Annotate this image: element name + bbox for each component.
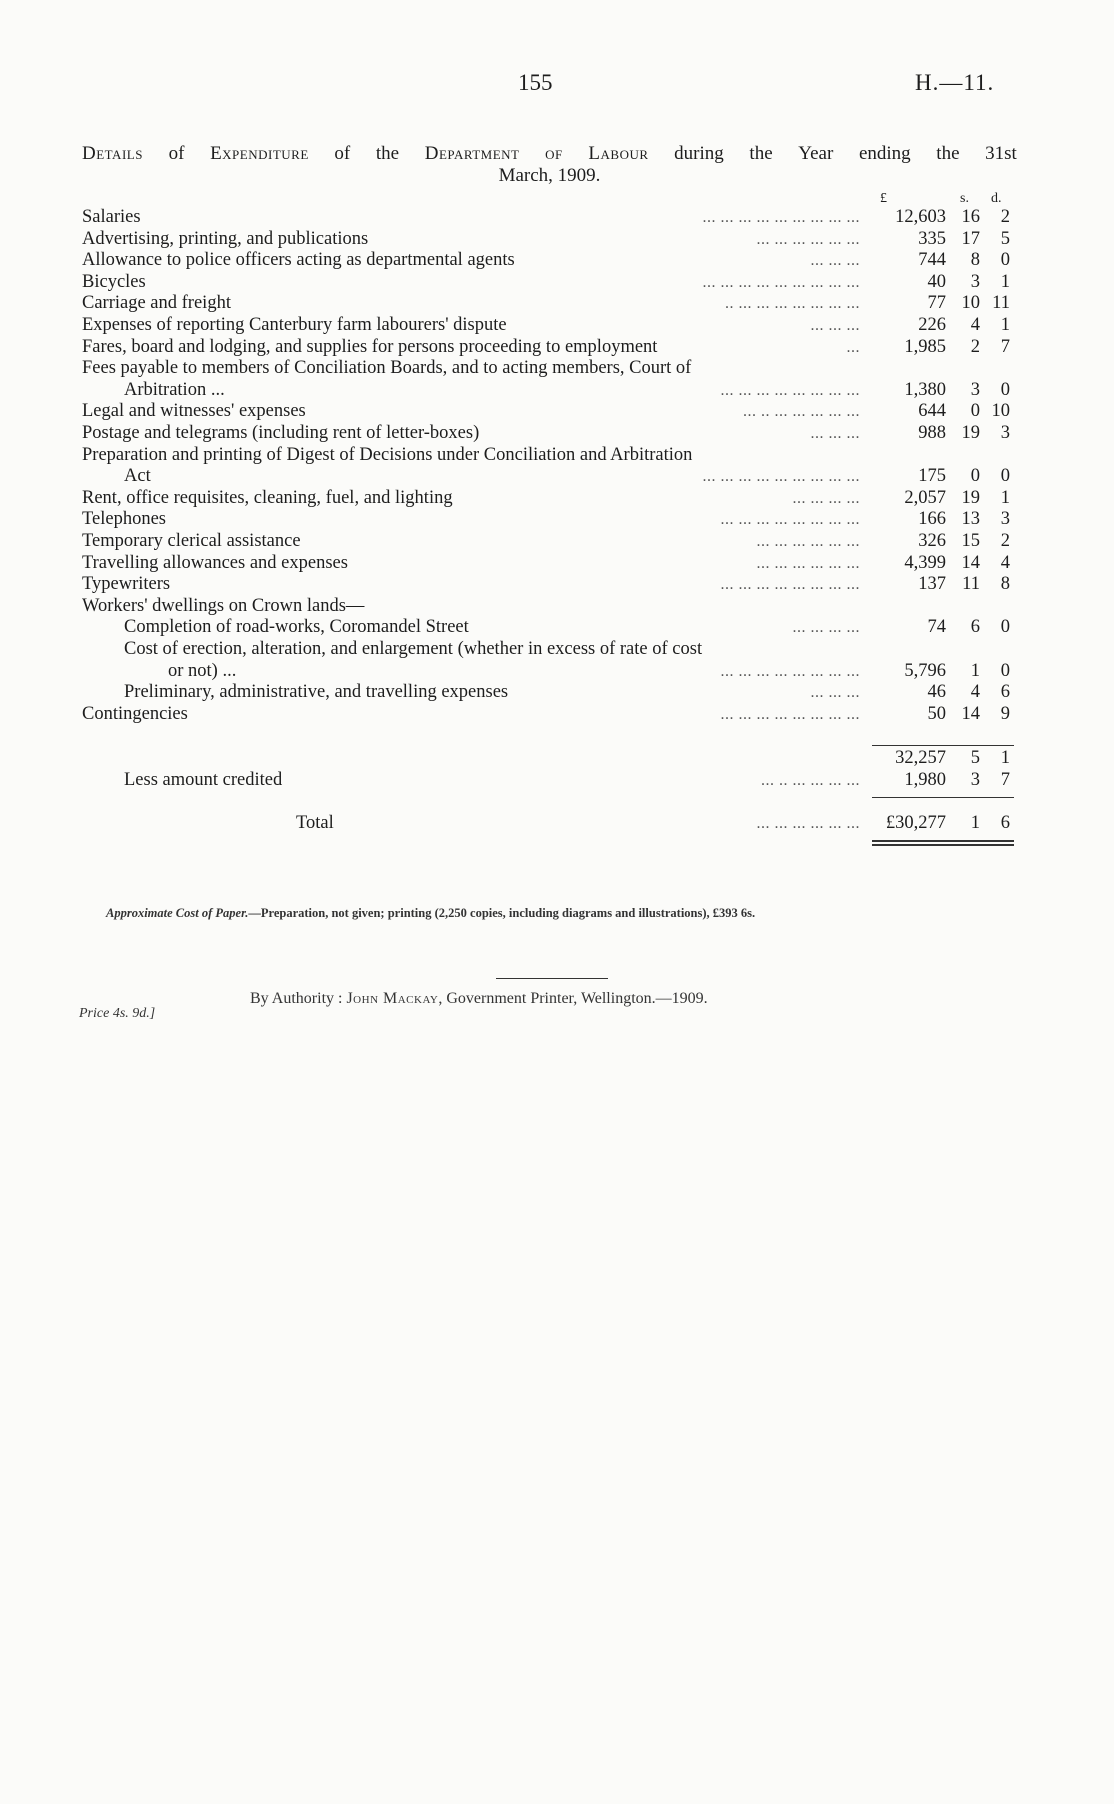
leader-dots: ... ... ... ... ... ... ... ... ... — [702, 209, 860, 226]
column-header-pounds: £ — [880, 191, 887, 206]
amount-pence: 6 — [1000, 682, 1010, 703]
table-row — [0, 207, 1114, 229]
amount-shillings: 15 — [961, 531, 980, 551]
amount-shillings: 17 — [961, 228, 980, 249]
amount-pounds: 4,399 — [904, 552, 946, 573]
page-number: 155 — [518, 70, 553, 95]
row-label: Allowance to police officers acting as departmental agents — [82, 250, 515, 271]
amount-pence: 8 — [1000, 574, 1010, 595]
cost-note-lead: Approximate Cost of Paper. — [106, 906, 249, 920]
heading-word: Year — [798, 143, 834, 164]
amount-pence: 1 — [1000, 315, 1010, 335]
row-label: Workers' dwellings on Crown lands— — [82, 595, 365, 616]
heading-word: ending — [858, 143, 911, 164]
amount-pounds: 2,057 — [904, 487, 946, 508]
amount-pence: 0 — [1000, 466, 1010, 487]
amount-pence: 5 — [1000, 228, 1010, 249]
amount-shillings: 11 — [962, 574, 980, 595]
amount-pounds: £30,277 — [885, 813, 946, 833]
amount-shillings: 13 — [961, 509, 980, 530]
row-label: Completion of road-works, Coromandel Street — [124, 617, 469, 638]
row-label: Contingencies — [82, 703, 188, 724]
amount-pence: 11 — [992, 293, 1010, 314]
amount-pounds: 175 — [918, 466, 946, 487]
table-row — [0, 358, 1114, 380]
heading-word: the — [936, 143, 960, 164]
leader-dots: ... ... ... ... ... ... ... ... — [720, 511, 860, 529]
total-rule — [872, 797, 1014, 798]
leader-dots: ... ... ... ... ... ... ... ... — [720, 662, 860, 680]
row-label: Preliminary, administrative, and travelling expenses — [124, 682, 509, 703]
amount-pounds: 77 — [927, 293, 946, 314]
table-row — [0, 639, 1114, 661]
amount-shillings: 4 — [970, 315, 980, 335]
table-row — [0, 337, 1114, 359]
heading-word: of — [168, 143, 185, 164]
printer-name: John Mackay — [346, 990, 439, 1007]
row-label: Act — [124, 466, 151, 487]
leader-dots: ... — [846, 338, 860, 356]
amount-pounds: 1,980 — [904, 770, 946, 790]
row-label: Less amount credited — [124, 770, 283, 790]
subtotal-rule — [872, 745, 1014, 746]
amount-shillings: 8 — [970, 250, 980, 271]
amount-pounds: 40 — [927, 271, 946, 292]
table-row — [0, 661, 1114, 683]
row-label: Telephones — [82, 509, 166, 530]
amount-shillings: 2 — [970, 336, 980, 357]
table-row — [0, 401, 1114, 423]
amount-shillings: 0 — [970, 401, 980, 422]
table-row — [0, 704, 1114, 726]
leader-dots: ... ... ... ... ... ... — [756, 554, 860, 572]
heading-date: March, 1909. — [498, 165, 601, 186]
table-row — [0, 423, 1114, 445]
row-label: Total — [296, 813, 334, 833]
footer-divider — [496, 978, 608, 979]
table-row — [0, 531, 1114, 553]
amount-pence: 2 — [1000, 531, 1010, 551]
amount-pence: 0 — [1000, 250, 1010, 271]
amount-shillings: 3 — [970, 770, 980, 790]
less-credited-row — [0, 770, 1114, 792]
table-row — [0, 250, 1114, 272]
heading-word: during — [674, 143, 724, 164]
table-row — [0, 488, 1114, 510]
amount-pounds: 5,796 — [904, 660, 946, 681]
amount-pounds: 744 — [918, 250, 946, 271]
heading-word: the — [375, 143, 400, 164]
leader-dots: ... ... ... ... ... ... — [756, 230, 860, 248]
row-label: Fees payable to members of Conciliation Boards, and to acting members, Court of — [82, 358, 692, 379]
table-row — [0, 229, 1114, 251]
leader-dots: ... ... ... — [810, 684, 860, 702]
column-header-shillings: s. — [960, 191, 969, 206]
heading-word: 31st — [985, 143, 1017, 164]
imprint-suffix: , Government Printer, Wellington.—1909. — [438, 990, 708, 1007]
amount-pounds: 1,380 — [904, 379, 946, 400]
row-label: Cost of erection, alteration, and enlargement (whether in excess of rate of cost — [124, 639, 703, 659]
row-label: Fares, board and lodging, and supplies for persons proceeding to employment — [82, 336, 658, 357]
amount-shillings: 19 — [961, 487, 980, 508]
amount-pounds: 644 — [918, 401, 946, 422]
table-row — [0, 617, 1114, 639]
leader-dots: ... ... ... ... ... ... ... ... ... — [702, 468, 860, 486]
price: Price 4s. 9d.] — [79, 1006, 156, 1021]
leader-dots: ... .. ... ... ... ... ... — [743, 403, 860, 421]
amount-shillings: 5 — [970, 748, 980, 768]
leader-dots: ... ... ... ... ... ... — [756, 815, 860, 832]
leader-dots: ... ... ... ... ... ... ... ... — [720, 705, 860, 723]
table-row — [0, 553, 1114, 575]
amount-pounds: 326 — [918, 531, 946, 551]
amount-shillings: 10 — [961, 293, 980, 314]
amount-pounds: 46 — [927, 682, 946, 703]
leader-dots: ... ... ... ... ... ... ... ... ... — [702, 273, 860, 291]
amount-pence: 7 — [1000, 336, 1010, 357]
amount-pence: 0 — [1000, 617, 1010, 638]
amount-shillings: 1 — [970, 660, 980, 681]
leader-dots: .. ... ... ... ... ... ... ... — [725, 295, 860, 313]
leader-dots: ... ... ... ... — [792, 489, 860, 507]
amount-shillings: 4 — [970, 682, 980, 703]
amount-shillings: 6 — [970, 617, 980, 638]
amount-pence: 9 — [1000, 703, 1010, 724]
amount-pence: 10 — [991, 401, 1010, 422]
heading-word: Details — [82, 143, 143, 164]
amount-shillings: 16 — [961, 207, 980, 227]
table-heading — [82, 143, 1017, 187]
table-row — [0, 682, 1114, 704]
amount-shillings: 3 — [970, 379, 980, 400]
amount-pence: 0 — [1000, 660, 1010, 681]
amount-pounds: 50 — [927, 703, 946, 724]
total-double-rule-top — [872, 840, 1014, 842]
row-label: Rent, office requisites, cleaning, fuel, and lighting — [82, 487, 453, 508]
leader-dots: ... ... ... ... ... ... ... ... — [720, 576, 860, 594]
row-label: Temporary clerical assistance — [82, 531, 301, 551]
leader-dots: ... ... ... ... — [792, 619, 860, 637]
table-row — [0, 445, 1114, 467]
table-row — [0, 293, 1114, 315]
amount-shillings: 14 — [961, 703, 980, 724]
row-label: Postage and telegrams (including rent of letter-boxes) — [82, 423, 480, 443]
row-label: or not) ... — [168, 660, 237, 681]
amount-pence: 4 — [1000, 552, 1010, 573]
table-row — [0, 272, 1114, 294]
amount-pence: 3 — [1000, 509, 1010, 530]
column-header-pence: d. — [991, 191, 1002, 206]
amount-pence: 7 — [1000, 770, 1010, 790]
table-row — [0, 509, 1114, 531]
heading-word: Labour — [588, 143, 649, 164]
amount-pounds: 74 — [927, 617, 946, 638]
amount-pounds: 335 — [918, 228, 946, 249]
total-double-rule-bottom — [872, 844, 1014, 846]
leader-dots: ... ... ... — [810, 252, 860, 270]
amount-pence: 0 — [1000, 379, 1010, 400]
amount-shillings: 1 — [970, 813, 980, 833]
row-label: Preparation and printing of Digest of Decisions under Conciliation and Arbitration — [82, 444, 693, 465]
heading-word: Department — [424, 143, 520, 164]
row-label: Expenses of reporting Canterbury farm labourers' dispute — [82, 315, 507, 335]
leader-dots: ... ... ... — [810, 317, 860, 334]
amount-pounds: 12,603 — [895, 207, 946, 227]
table-row — [0, 466, 1114, 488]
row-label: Carriage and freight — [82, 293, 231, 314]
subtotal-row — [0, 748, 1114, 770]
amount-pounds: 166 — [918, 509, 946, 530]
row-label: Legal and witnesses' expenses — [82, 401, 306, 422]
amount-pounds: 32,257 — [895, 748, 946, 768]
total-row — [0, 813, 1114, 835]
leader-dots: ... ... ... ... ... ... — [756, 533, 860, 550]
amount-shillings: 14 — [961, 552, 980, 573]
cost-note-body: —Preparation, not given; printing (2,250 copies, including diagrams and illustrations), £393 6s. — [248, 906, 756, 920]
amount-pence: 6 — [1000, 813, 1010, 833]
table-row — [0, 380, 1114, 402]
amount-pounds: 988 — [918, 423, 946, 443]
heading-word: of — [334, 143, 351, 164]
row-label: Salaries — [82, 207, 141, 227]
table-row — [0, 574, 1114, 596]
leader-dots: ... .. ... ... ... ... — [761, 772, 860, 789]
amount-pence: 1 — [1000, 271, 1010, 292]
row-label: Typewriters — [82, 574, 171, 595]
leader-dots: ... ... ... ... ... ... ... ... — [720, 381, 860, 399]
leader-dots: ... ... ... — [810, 425, 860, 442]
table-row — [0, 596, 1114, 618]
row-label: Arbitration ... — [124, 379, 225, 400]
table-row — [0, 315, 1114, 337]
imprint-prefix: By Authority : — [250, 990, 343, 1007]
row-label: Advertising, printing, and publications — [82, 228, 369, 249]
amount-pence: 1 — [1000, 748, 1010, 768]
cost-of-paper-note — [106, 906, 755, 921]
row-label: Bicycles — [82, 271, 146, 292]
heading-word: the — [749, 143, 773, 164]
heading-word: of — [545, 143, 563, 164]
heading-word: Expenditure — [210, 143, 309, 164]
amount-pence: 3 — [1000, 423, 1010, 443]
amount-shillings: 19 — [961, 423, 980, 443]
amount-shillings: 0 — [970, 466, 980, 487]
amount-pence: 1 — [1000, 487, 1010, 508]
amount-shillings: 3 — [970, 271, 980, 292]
amount-pounds: 137 — [918, 574, 946, 595]
amount-pounds: 1,985 — [904, 336, 946, 357]
amount-pence: 2 — [1000, 207, 1010, 227]
amount-pounds: 226 — [918, 315, 946, 335]
printer-imprint — [250, 990, 708, 1008]
document-reference: H.—11. — [915, 70, 995, 95]
row-label: Travelling allowances and expenses — [82, 552, 348, 573]
